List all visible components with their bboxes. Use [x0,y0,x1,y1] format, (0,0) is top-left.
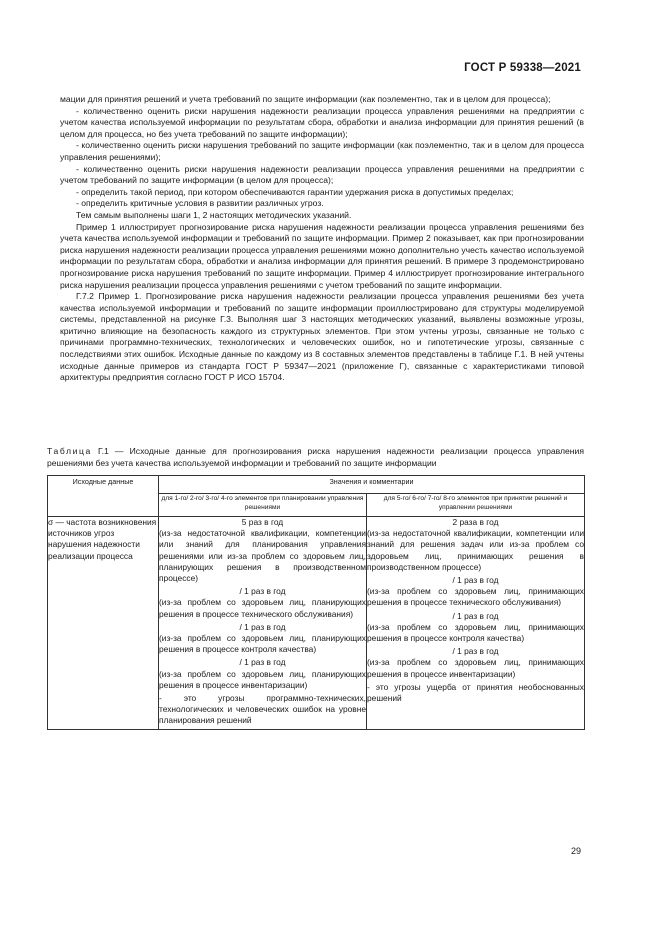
row-label: σ — частота возникновения источников угроз нарушения надежности реализации процесса [48,517,159,730]
standard-number: ГОСТ Р 59338—2021 [464,62,581,74]
header-source-data: Исходные данные [48,476,159,517]
paragraph: - количественно оценить риски нарушения надежности реализации процесса управления решениями на предприятии с учетом требований по защите информации (в целом для процесса); [60,163,584,186]
frequency-value: / 1 раз в год [239,621,286,632]
frequency-value: 2 раза в год [452,517,499,527]
frequency-note: (из-за недостаточной квалификации, компетенции или знаний для планирования управления решениями или из-за проблем со здоровьем лиц, планирующих решения в производственном процессе) [159,528,366,584]
paragraph: - определить такой период, при котором обеспечиваются гарантии удержания риска в допустимых пределах; [76,186,514,197]
frequency-note: (из-за проблем со здоровьем лиц, планирующих решения в процессе контроля качества) [159,633,366,655]
frequency-value: 5 раз в год [241,517,284,527]
frequency-value: / 1 раз в год [239,657,286,668]
source-data-table [47,475,585,730]
table-caption-label: Таблица [47,446,92,456]
paragraph: - количественно оценить риски нарушения надежности реализации процесса управления решениями на предприятии с учетом качества используемой информации по результатам сбора, обработки и анализа информации для принятия решений (в целом для процесса, но без учета требований по защите информации); [60,105,584,139]
threat-summary: - это угрозы программно-технических, технологических и человеческих ошибок на уровне планирования решений [159,693,366,726]
header-elements-1-4: для 1-го/ 2-го/ 3-го/ 4-го элементов при планировании управления решениями [159,494,367,517]
values-elements-1-4 [159,517,367,730]
frequency-value: / 1 раз в год [239,586,286,597]
frequency-note: (из-за проблем со здоровьем лиц, планирующих решения в процессе технического обслуживания) [159,597,366,619]
frequency-note: (из-за проблем со здоровьем лиц, принимающих решения в процессе технического обслуживания) [367,586,584,608]
body-text [60,94,584,384]
header-elements-5-8: для 5-го/ 6-го/ 7-го/ 8-го элементов при принятии решений и управлении решениями [367,494,585,517]
paragraph: мации для принятия решений и учета требований по защите информации (как поэлементно, так и в целом для процесса); [60,94,551,104]
frequency-note: (из-за проблем со здоровьем лиц, планирующих решения в процессе инвентаризации) [159,668,366,690]
frequency-value: / 1 раз в год [452,646,499,657]
table-row [48,517,585,730]
paragraph: - количественно оценить риски нарушения требований по защите информации (как поэлементно, так и в целом для процесса управления решениями); [60,140,584,162]
paragraph: Пример 1 иллюстрирует прогнозирование риска нарушения надежности реализации процесса управления решениями без учета качества используемой информации и требований по защите информации. Пример 2 показывает, как при прогнозировании риска нарушения надежности реализации процесса управления решениями можно дополнительно учесть качество используемой информации по результатам сбора, обработки и анализа информации для принятия решений. В примере 3 продемонстрировано прогнозирование риска нарушения требований по защите информации. Пример 4 иллюстрирует прогнозирование интегрального риска нарушения реализации процесса управления решениями с учетом требований по защите информации. [60,221,584,290]
frequency-value: / 1 раз в год [452,610,499,621]
frequency-value: / 1 раз в год [452,575,499,586]
paragraph: - определить критичные условия в развитии различных угроз. [76,198,324,209]
frequency-note: (из-за недостаточной квалификации, компетенции или знаний для решения задач или из-за проблем со здоровьем лиц, принимающих решения в производственном процессе) [367,528,584,572]
frequency-note: (из-за проблем со здоровьем лиц, принимающих решения в процессе инвентаризации) [367,657,584,679]
frequency-note: (из-за проблем со здоровьем лиц, принимающих решения в процессе контроля качества) [367,621,584,644]
page-number: 29 [570,846,581,856]
paragraph: Тем самым выполнены шаги 1, 2 настоящих методических указаний. [76,209,352,220]
values-elements-5-8 [367,517,585,730]
header-values: Значения и комментарии [159,476,585,494]
paragraph: Г.7.2 Пример 1. Прогнозирование риска нарушения надежности реализации процесса управления решениями без учета качества используемой информации и требований по защите информации проиллюстрировано для структуры моделируемой системы, представленной на рисунке Г.3. Выполняя шаг 3 настоящих методических указаний, выявлены возможные угрозы, критично влияющие на безопасность каждого из структурных элементов. При этом учтены угрозы, связанные не только с причинами программно-технических, технологических и человеческих ошибок, но и гипотетические угрозы, связанные с последствиями этих ошибок. Исходные данные по каждому из 8 составных элементов представлены в таблице Г.1. В ней учтены исходные данные примеров из стандарта ГОСТ Р 59347—2021 (приложение Г), связанные с характеристиками типовой архитектуры предприятия согласно ГОСТ Р ИСО 15704. [60,291,584,383]
table-caption-text: Г.1 — Исходные данные для прогнозирования риска нарушения надежности реализации процесса управления решениями без учета качества используемой информации и требований по защите информации [47,446,585,468]
table-caption [47,446,584,469]
threat-summary: - это угрозы ущерба от принятия необоснованных решений [367,681,584,704]
